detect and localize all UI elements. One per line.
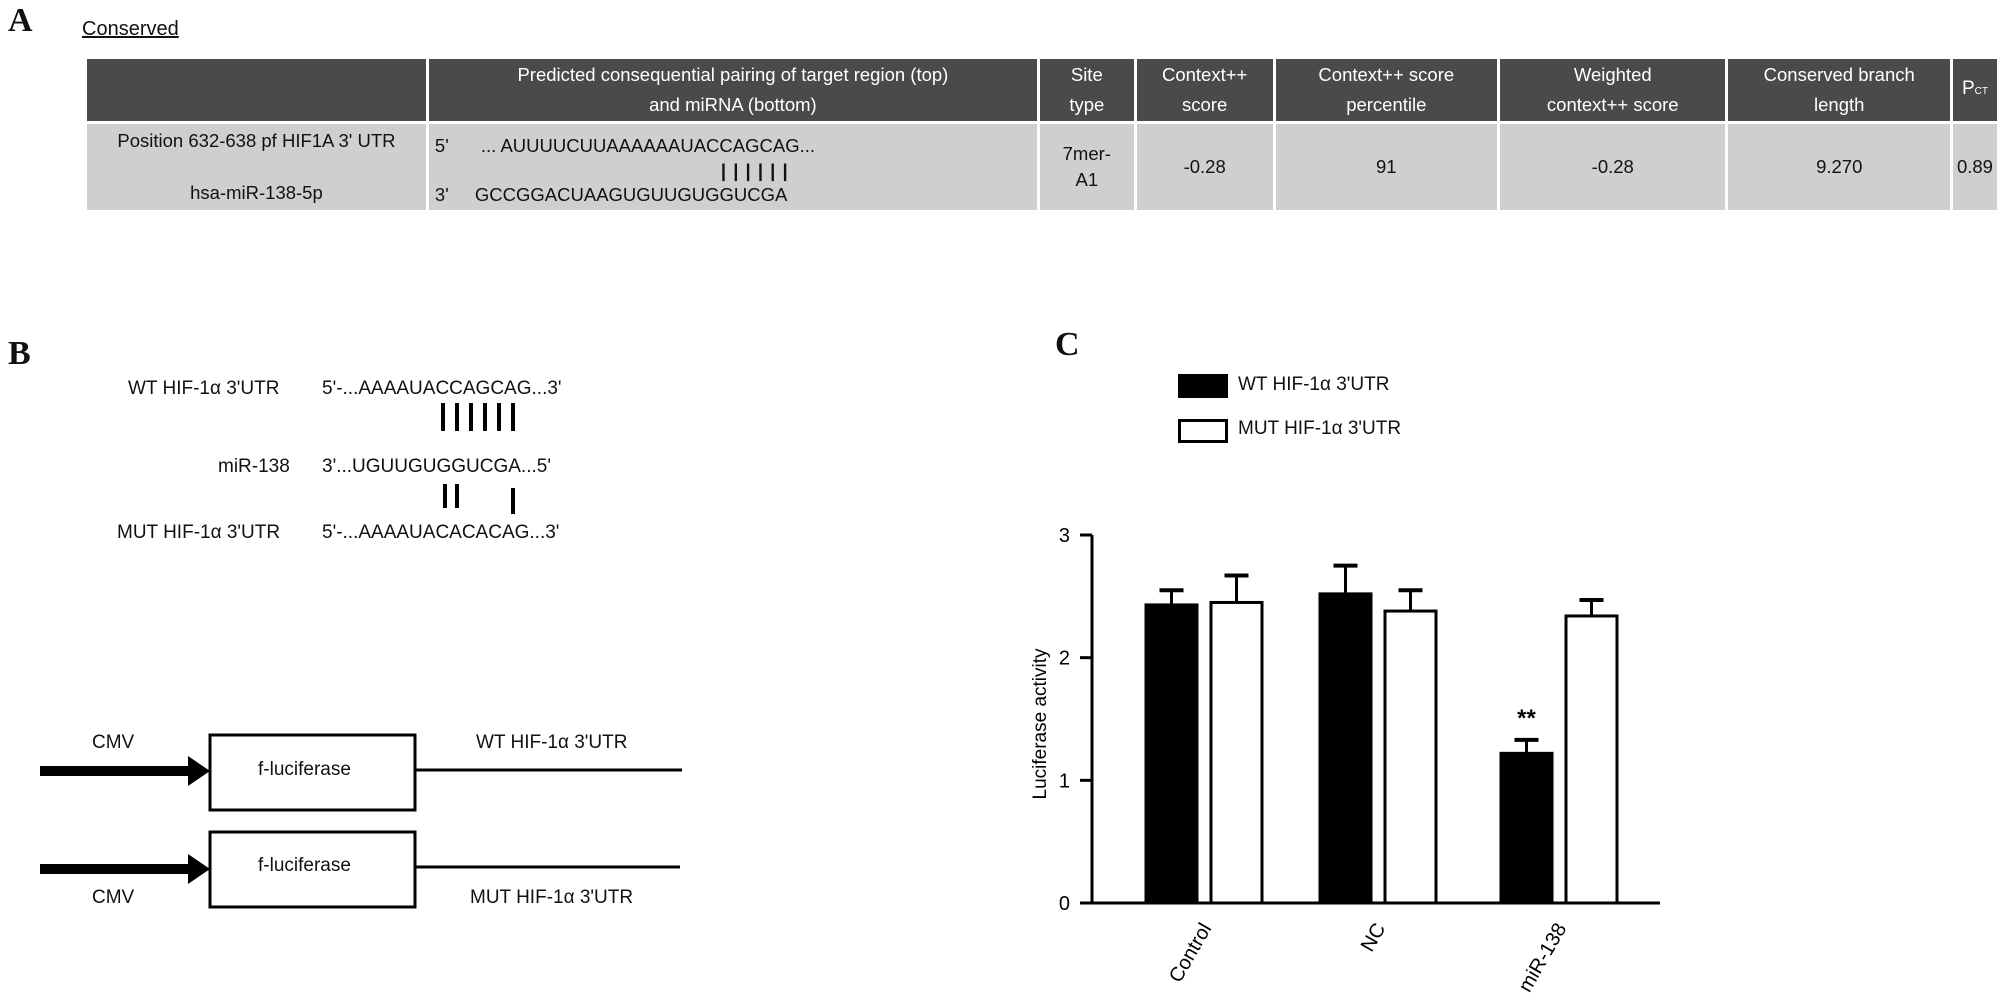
x-tick-label: Control	[1165, 919, 1217, 987]
panel-a-letter: A	[8, 2, 33, 39]
x-tick-label: miR-138	[1514, 919, 1572, 996]
mirna-label: hsa-miR-138-5p	[190, 182, 323, 203]
mir138-label: miR-138	[218, 456, 290, 477]
mut-utr-label: MUT HIF-1α 3'UTR	[117, 522, 281, 543]
header-context-score-line1: Context++	[1161, 64, 1248, 85]
x-axis-labels	[1165, 920, 1571, 996]
target-sequence: ... AUUUUCUUAAAAAAUACCAGCAG...	[480, 135, 815, 156]
header-weighted-line1: Weighted	[1573, 64, 1652, 85]
target-prime: 5'	[434, 135, 449, 156]
header-site-type-line2: type	[1069, 94, 1105, 115]
mut-cmv-label: CMV	[92, 887, 135, 908]
cell-context-score: -0.28	[1137, 124, 1273, 210]
y-tick-label: 1	[1058, 770, 1070, 793]
mut-utr-sequence: 5'-...AAAAUACACACAG...3'	[322, 522, 560, 543]
bar	[1385, 611, 1436, 903]
mir138-sequence: 3'...UGUUGUGGUCGA...5'	[322, 456, 551, 477]
header-branch-line2: length	[1814, 94, 1865, 115]
x-tick-label: NC	[1356, 919, 1391, 956]
wt-luciferase-label: f-luciferase	[258, 759, 351, 780]
wt-utr-label: WT HIF-1α 3'UTR	[128, 378, 280, 399]
pair-marks: | | | | | |	[720, 160, 789, 181]
legend-wt-label: WT HIF-1α 3'UTR	[1238, 374, 1390, 395]
bar	[1211, 602, 1262, 903]
header-context-percentile-line2: percentile	[1346, 94, 1427, 115]
y-tick-label: 0	[1058, 893, 1070, 915]
cell-branch: 9.270	[1728, 124, 1949, 210]
mirna-sequence: GCCGGACUAAGUGUUGUGGUCGA	[474, 184, 788, 205]
site-type-line2: A1	[1075, 169, 1099, 190]
header-pct-sub: CT	[1974, 86, 1988, 97]
y-axis-label: Luciferase activity	[1030, 648, 1051, 800]
bar	[1501, 753, 1552, 903]
wt-cmv-label: CMV	[92, 732, 135, 753]
panel-c-letter: C	[1055, 326, 1080, 363]
y-tick-label: 2	[1058, 647, 1070, 670]
header-pairing-line1: Predicted consequential pairing of target region (top)	[517, 64, 949, 85]
mut-construct-utr-label: MUT HIF-1α 3'UTR	[470, 887, 634, 908]
header-context-score-line2: score	[1182, 94, 1228, 115]
header-branch-line1: Conserved branch	[1763, 64, 1915, 85]
cell-context-percentile: 91	[1276, 124, 1497, 210]
wt-construct-utr-label: WT HIF-1α 3'UTR	[476, 732, 628, 753]
conserved-label: Conserved	[82, 18, 179, 40]
header-context-percentile-line1: Context++ score	[1318, 64, 1455, 85]
site-type-line1: 7mer-	[1062, 143, 1111, 164]
bar	[1566, 616, 1617, 903]
header-site-type-line1: Site	[1070, 64, 1103, 85]
bar	[1320, 594, 1371, 903]
legend-mut-label: MUT HIF-1α 3'UTR	[1238, 418, 1402, 439]
bar	[1146, 605, 1197, 903]
mut-luciferase-label: f-luciferase	[258, 855, 351, 876]
target-label: Position 632-638 pf HIF1A 3' UTR	[117, 130, 396, 151]
header-pct-main: P	[1961, 78, 1975, 99]
mirna-prime: 3'	[434, 184, 449, 205]
header-pairing-line2: and miRNA (bottom)	[649, 94, 817, 115]
cell-pct: 0.89	[1953, 124, 1997, 210]
wt-utr-sequence: 5'-...AAAAUACCAGCAG...3'	[322, 378, 562, 399]
header-weighted-line2: context++ score	[1546, 94, 1679, 115]
cell-weighted: -0.28	[1500, 124, 1725, 210]
y-tick-label: 3	[1058, 525, 1070, 547]
bars-group	[1146, 566, 1617, 903]
panel-b-letter: B	[8, 335, 31, 372]
significance-mark: **	[1517, 704, 1536, 732]
